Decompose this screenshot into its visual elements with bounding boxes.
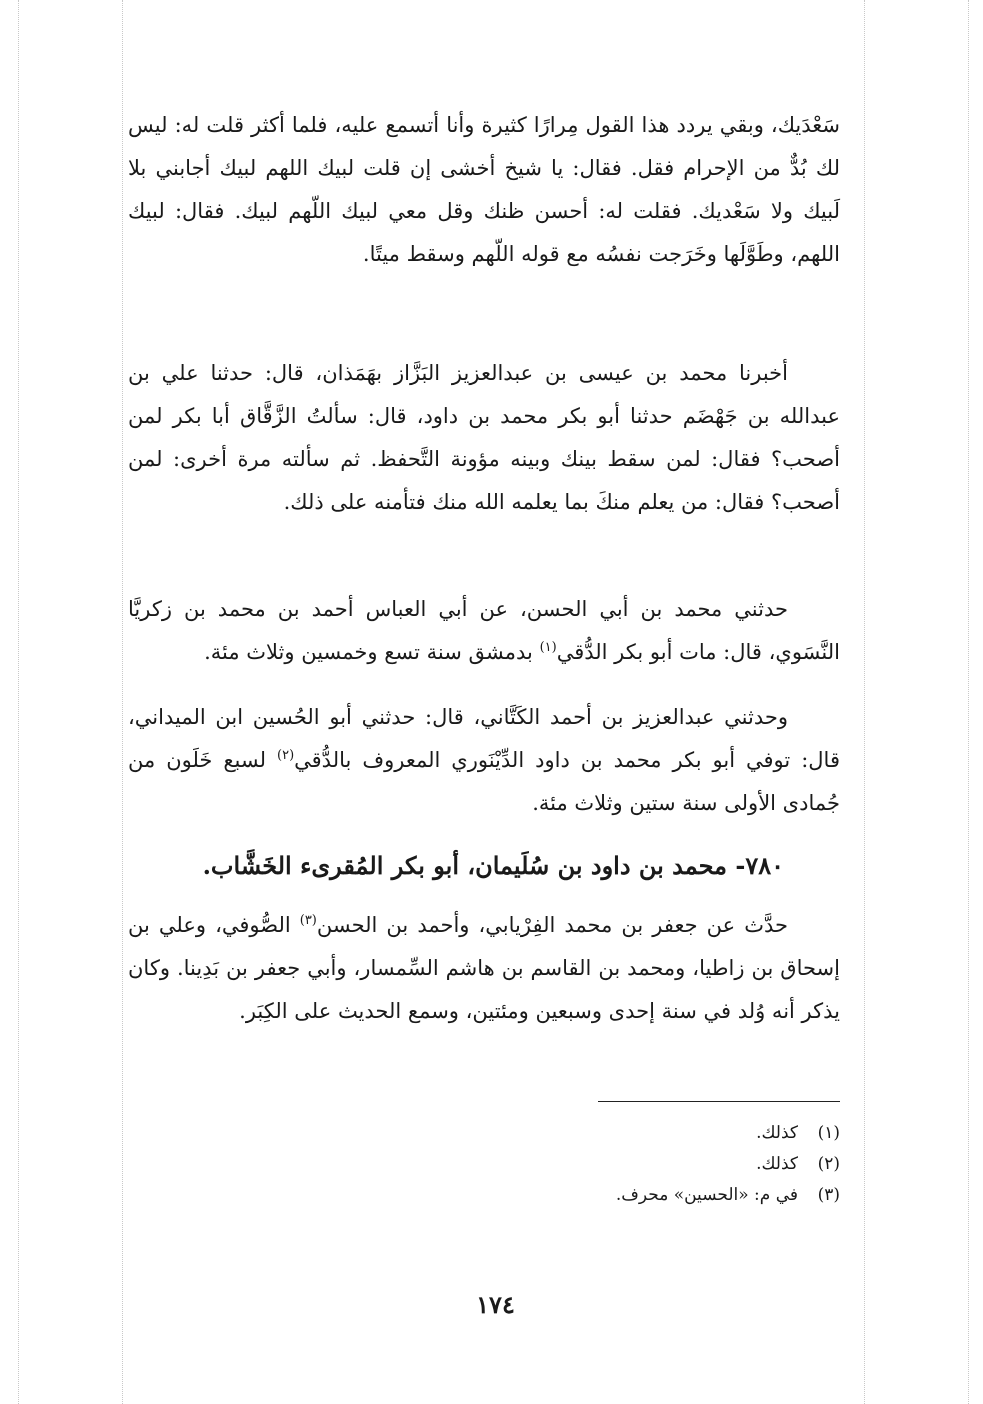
text-before-ref: حدثني محمد بن أبي الحسن، عن أبي العباس أحمد بن محمد بن زكريَّا النَّسَوي، قال: مات أبو بكر الدُّقي [128, 597, 840, 664]
scan-guide-line [864, 0, 865, 1404]
footnote-ref[interactable]: (٢) [277, 748, 295, 763]
paragraph-death-report-2 [128, 696, 840, 825]
text-before-ref: حدَّث عن جعفر بن محمد الفِرْيابي، وأحمد بن الحسن [316, 913, 788, 937]
footnotes-section [128, 1118, 840, 1211]
footnote-number: (٢) [817, 1154, 840, 1174]
footnote-ref[interactable]: (٣) [299, 913, 317, 928]
paragraph-text [128, 588, 840, 674]
footnote-divider [598, 1101, 840, 1102]
paragraph-text: سَعْدَيك، وبقي يردد هذا القول مِرارًا كثيرة وأنا أتسمع عليه، فلما أكثر قلت له: ليس لك بُدٌّ من الإحرام فقل. فقال: يا شيخ أخشى إن قلت لبيك اللهم لبيك أجابني بلا لَبيك ولا سَعْديك. فقلت له: أحسن ظنك وقل معي لبيك اللّهم لبيك. فقال: لبيك اللهم، وطَوَّلَها وخَرَجت نفسُه مع قوله اللّهم وسقط ميتًا. [128, 113, 840, 266]
text-after-ref: بدمشق سنة تسع وخمسين وثلاث مئة. [204, 640, 540, 664]
footnote-text: كذلك. [756, 1154, 798, 1174]
scan-guide-line [122, 0, 123, 1404]
footnote-item [128, 1180, 840, 1211]
paragraph-text [128, 696, 840, 825]
footnote-number: (٣) [817, 1185, 840, 1205]
footnote-item [128, 1149, 840, 1180]
footnote-text: كذلك. [756, 1123, 798, 1143]
biography-entry-heading: ٧٨٠- محمد بن داود بن سُلَيمان، أبو بكر المُقرىء الخَشَّاب. [202, 851, 784, 880]
footnote-text: في م: «الحسين» محرف. [615, 1185, 798, 1205]
page-number: ١٧٤ [476, 1290, 515, 1319]
scan-guide-line [18, 0, 19, 1404]
paragraph-text: أخبرنا محمد بن عيسى بن عبدالعزيز البَزَّاز بهَمَذان، قال: حدثنا علي بن عبدالله بن جَهْضَم حدثنا أبو بكر محمد بن داود، قال: سألتُ الزَّقَّاق أبا بكر لمن أصحب؟ فقال: لمن سقط بينك وبينه مؤونة التَّحفظ. ثم سألته مرة أخرى: لمن أصحب؟ فقال: من يعلم منكَ بما يعلمه الله منك فتأمنه على ذلك. [128, 361, 840, 514]
paragraph-death-report-1 [128, 588, 840, 674]
text-before-ref: وحدثني عبدالعزيز بن أحمد الكَتَّاني، قال: حدثني أبو الحُسين ابن الميداني، قال: توفي أبو بكر محمد بن داود الدِّيْنَوري المعروف بالدُّقي [128, 705, 840, 772]
paragraph-narration-zaqqaq [128, 352, 840, 524]
text-after-ref: الصُّوفي، وعلي بن إسحاق بن زاطيا، ومحمد بن القاسم بن هاشم السِّمسار، وأبي جعفر بن بَدِينا. وكان يذكر أنه وُلد في سنة إحدى وسبعين ومئتين، وسمع الحديث على الكِبَر. [128, 913, 840, 1023]
paragraph-text [128, 904, 840, 1033]
footnote-item [128, 1118, 840, 1149]
scan-guide-line [968, 0, 969, 1404]
footnote-number: (١) [817, 1123, 840, 1143]
text-after-ref: لسبع خَلَون من جُمادى الأولى سنة ستين وثلاث مئة. [128, 748, 840, 815]
paragraph-continuation [128, 104, 840, 276]
paragraph-entry-body [128, 904, 840, 1033]
footnote-ref[interactable]: (١) [539, 640, 557, 655]
